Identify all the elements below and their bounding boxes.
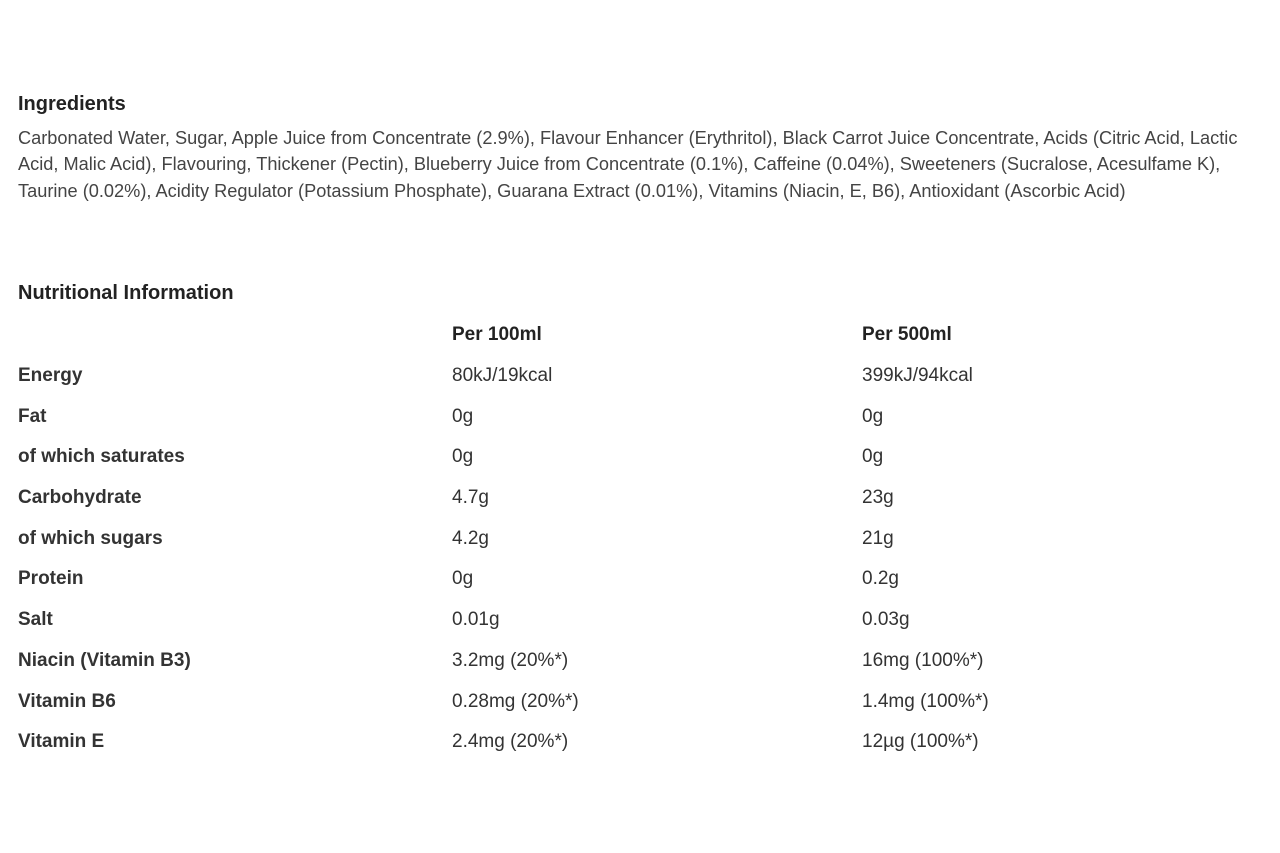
- table-row: [18, 722, 1262, 763]
- ingredients-text: Carbonated Water, Sugar, Apple Juice from Concentrate (2.9%), Flavour Enhancer (Erythritol), Black Carrot Juice Concentrate, Acids (Citric Acid, Lactic Acid, Malic Acid), Flavouring, Thickener (Pectin), Blueberry Juice from Concentrate (0.1%), Caffeine (0.04%), Sweeteners (Sucralose, Acesulfame K), Taurine (0.02%), Acidity Regulator (Potassium Phosphate), Guarana Extract (0.01%), Vitamins (Niacin, E, B6), Antioxidant (Ascorbic Acid): [18, 128, 1238, 201]
- value-per-100ml: 3.2mg (20%*): [452, 649, 569, 671]
- value-per-500ml: 0.2g: [862, 568, 899, 590]
- nutrient-label: Niacin (Vitamin B3): [18, 649, 191, 671]
- value-per-500ml: 23g: [862, 487, 894, 509]
- nutrient-label: of which saturates: [18, 446, 185, 468]
- nutrient-label: Fat: [18, 405, 47, 427]
- nutrient-label: Energy: [18, 365, 83, 387]
- value-per-100ml: 0g: [452, 405, 474, 427]
- value-per-100ml: 4.2g: [452, 527, 489, 549]
- nutrient-label: of which sugars: [18, 527, 163, 549]
- value-per-100ml: 0.01g: [452, 609, 500, 631]
- value-per-500ml: 0g: [862, 405, 884, 427]
- nutrient-label: Salt: [18, 609, 53, 631]
- value-per-500ml: 399kJ/94kcal: [862, 365, 973, 387]
- value-per-100ml: 0g: [452, 568, 474, 590]
- header-per-100ml: Per 100ml: [452, 324, 542, 346]
- table-row: [18, 518, 1262, 559]
- value-per-500ml: 0g: [862, 446, 884, 468]
- value-per-100ml: 2.4mg (20%*): [452, 731, 569, 753]
- nutrient-label: Vitamin E: [18, 731, 105, 753]
- table-row: [18, 437, 1262, 478]
- table-row: [18, 641, 1262, 682]
- nutrient-label: Protein: [18, 568, 84, 590]
- value-per-100ml: 0g: [452, 446, 474, 468]
- value-per-500ml: 12µg (100%*): [862, 731, 979, 753]
- nutrient-label: Carbohydrate: [18, 487, 142, 509]
- table-row: [18, 478, 1262, 519]
- table-row: [18, 559, 1262, 600]
- table-row: [18, 681, 1262, 722]
- value-per-100ml: 4.7g: [452, 487, 489, 509]
- value-per-100ml: 0.28mg (20%*): [452, 690, 579, 712]
- table-row: [18, 396, 1262, 437]
- value-per-500ml: 16mg (100%*): [862, 649, 984, 671]
- nutrition-header-row: [18, 315, 1262, 356]
- value-per-500ml: 21g: [862, 527, 894, 549]
- value-per-500ml: 1.4mg (100%*): [862, 690, 989, 712]
- table-row: [18, 600, 1262, 641]
- nutrient-label: Vitamin B6: [18, 690, 116, 712]
- value-per-100ml: 80kJ/19kcal: [452, 365, 553, 387]
- header-label: [18, 315, 452, 356]
- table-row: [18, 356, 1262, 397]
- ingredients-heading: Ingredients: [18, 93, 126, 115]
- nutrition-table: [18, 315, 1262, 763]
- header-per-500ml: Per 500ml: [862, 324, 952, 346]
- nutrition-heading: Nutritional Information: [18, 282, 234, 304]
- value-per-500ml: 0.03g: [862, 609, 910, 631]
